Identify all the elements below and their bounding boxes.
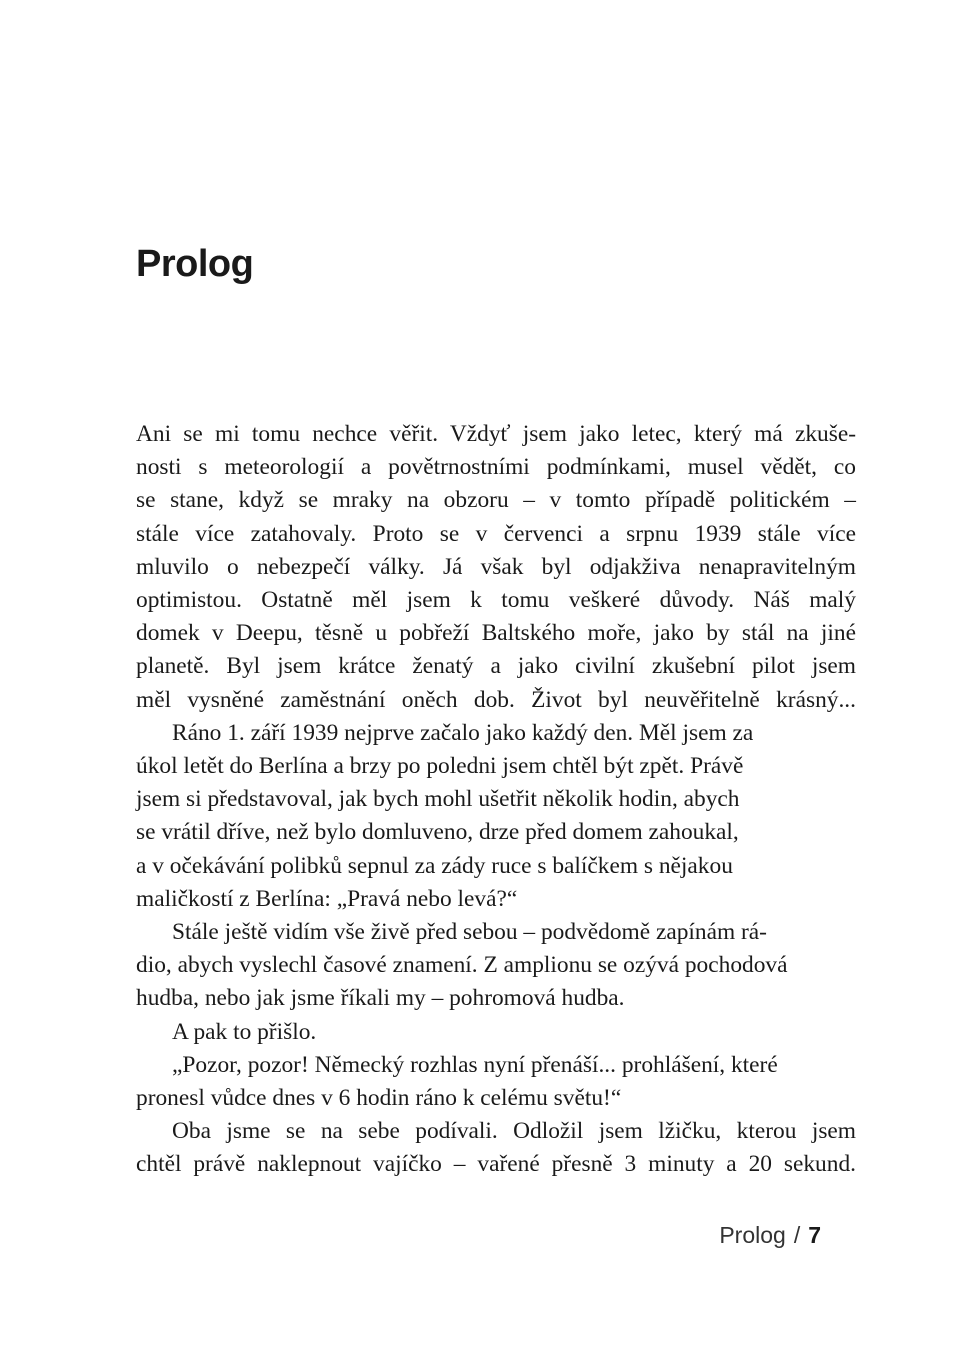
text-line: a v očekávání polibků sepnul za zády ruce s balíčkem s nějakou — [136, 852, 733, 879]
text-line: „Pozor, pozor! Německý rozhlas nyní přenáší... prohlášení, které — [172, 1051, 778, 1078]
text-line: A pak to přišlo. — [172, 1018, 317, 1045]
text-line: Ráno 1. září 1939 nejprve začalo jako každý den. Měl jsem za — [172, 719, 754, 746]
paragraph — [136, 1049, 856, 1115]
text-line: planetě. Byl jsem krátce ženatý a jako civilní zkušební pilot jsem — [136, 653, 856, 680]
paragraph — [136, 1016, 856, 1049]
chapter-title: Prolog — [136, 243, 254, 285]
paragraph — [136, 916, 856, 1016]
text-line: domek v Deepu, těsně u pobřeží Baltského moře, jako by stál na jiné — [136, 620, 856, 647]
footer-separator: / — [793, 1222, 801, 1248]
text-line: se vrátil dříve, než bylo domluveno, drze před domem zahoukal, — [136, 819, 739, 846]
text-line: nosti s meteorologií a povětrnostními podmínkami, musel vědět, co — [136, 454, 856, 481]
text-line: mluvilo o nebezpečí války. Já však byl odjakživa nenapravitelným — [136, 553, 856, 580]
text-line: se stane, když se mraky na obzoru – v tomto případě politickém – — [136, 487, 856, 514]
text-line: stále více zatahovaly. Proto se v červenci a srpnu 1939 stále více — [136, 520, 856, 547]
paragraph — [136, 717, 856, 916]
text-line: hudba, nebo jak jsme říkali my – pohromová hudba. — [136, 985, 625, 1012]
running-head: Prolog — [719, 1222, 786, 1248]
text-line: Ani se mi tomu nechce věřit. Vždyť jsem jako letec, který má zkuše- — [136, 421, 856, 447]
paragraph — [136, 418, 856, 717]
text-line: maličkostí z Berlína: „Pravá nebo levá?“ — [136, 885, 518, 912]
page-number: 7 — [808, 1222, 821, 1248]
text-line: pronesl vůdce dnes v 6 hodin ráno k celému světu!“ — [136, 1085, 622, 1112]
text-line: dio, abych vyslechl časové znamení. Z amplionu se ozývá pochodová — [136, 952, 788, 979]
text-line: chtěl právě naklepnout vajíčko – vařené přesně 3 minuty a 20 sekund. — [136, 1151, 856, 1178]
text-line: úkol letět do Berlína a brzy po poledni jsem chtěl být zpět. Právě — [136, 753, 744, 780]
text-line: Stále ještě vidím vše živě před sebou – podvědomě zapínám rá- — [172, 919, 767, 946]
page-footer — [719, 1218, 821, 1252]
body-text — [136, 418, 856, 1182]
text-line: optimistou. Ostatně měl jsem k tomu veškeré důvody. Náš malý — [136, 587, 856, 614]
text-line: měl vysněné zaměstnání oněch dob. Život byl neuvěřitelně krásný... — [136, 686, 856, 713]
text-line: Oba jsme se na sebe podívali. Odložil jsem lžičku, kterou jsem — [172, 1118, 856, 1145]
text-line: jsem si představoval, jak bych mohl ušetřit několik hodin, abych — [136, 786, 740, 813]
paragraph — [136, 1115, 856, 1181]
